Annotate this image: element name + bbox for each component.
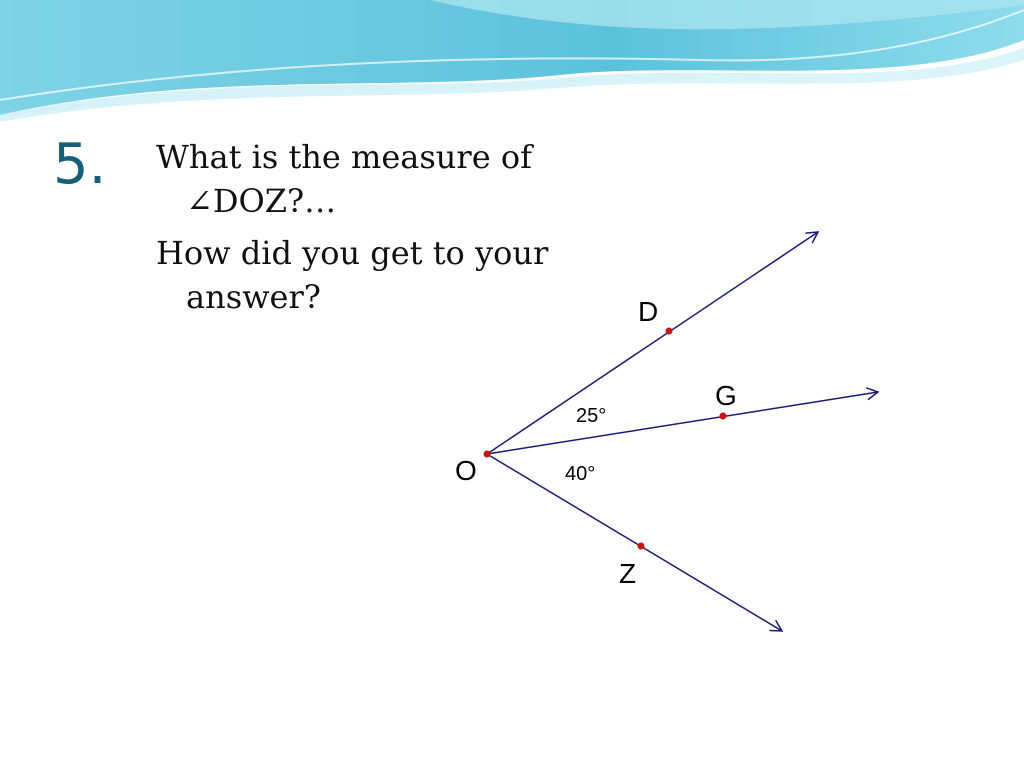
angle-label-goz: 40° xyxy=(565,463,596,485)
ray-od xyxy=(487,232,818,454)
slide-number: 5. xyxy=(53,132,107,197)
point-z xyxy=(638,543,645,550)
point-g xyxy=(720,413,727,420)
ray-og xyxy=(487,392,878,454)
ray-oz xyxy=(487,454,782,631)
point-o xyxy=(484,451,491,458)
question-line-2: ∠DOZ?… xyxy=(186,182,337,220)
question-line-3: How did you get to your xyxy=(156,234,549,272)
point-d xyxy=(666,328,673,335)
question-line-4: answer? xyxy=(186,278,321,316)
label-vertex-o: O xyxy=(455,455,477,486)
label-point-z: Z xyxy=(619,558,637,589)
angle-label-dog: 25° xyxy=(576,405,607,427)
label-point-d: D xyxy=(638,296,659,327)
label-point-g: G xyxy=(715,380,737,411)
question-line-1: What is the measure of xyxy=(156,138,532,176)
